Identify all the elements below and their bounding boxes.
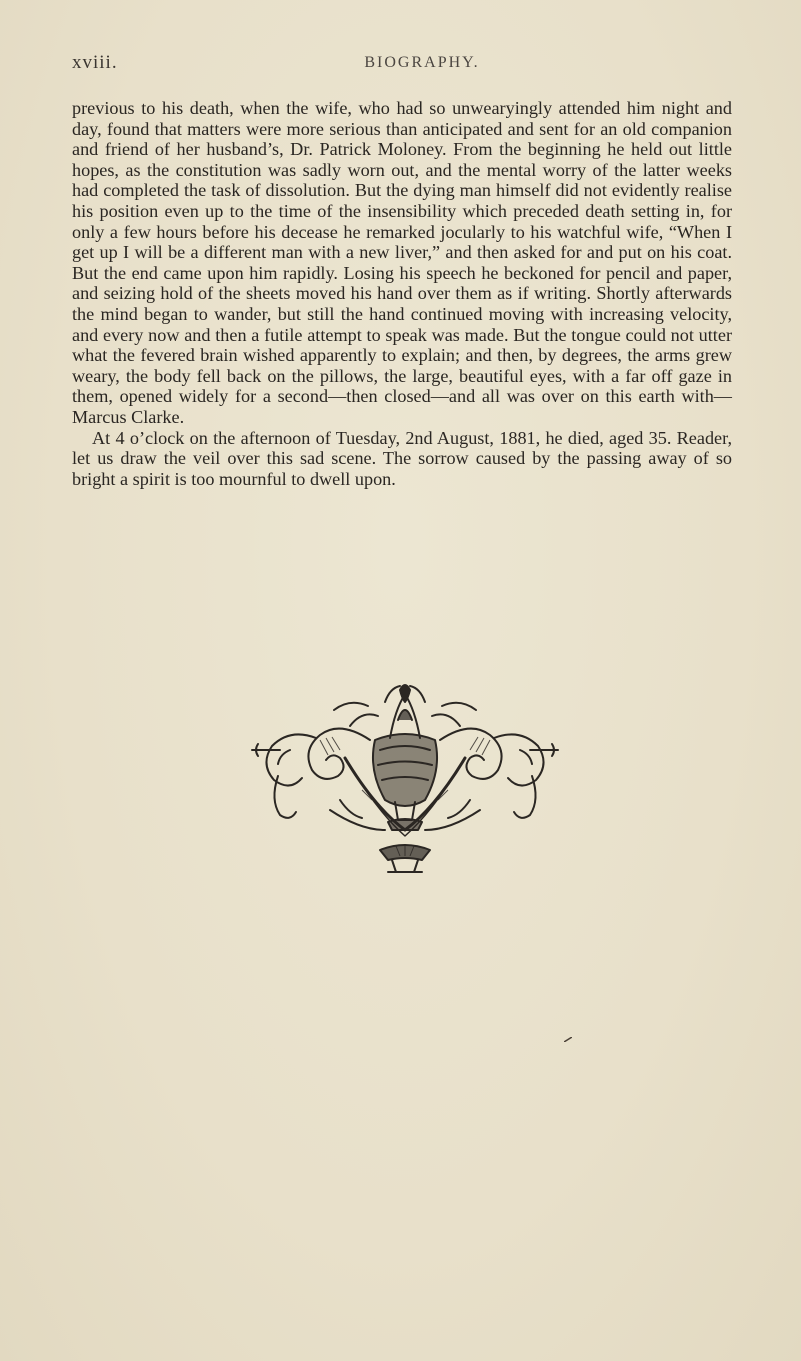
running-head: BIOGRAPHY. — [364, 54, 480, 71]
page-header — [72, 52, 732, 82]
page-number: xviii. — [72, 52, 118, 73]
paper-speck — [564, 1037, 572, 1042]
body-text — [72, 98, 732, 489]
paragraph-1: previous to his death, when the wife, who had so unwearyingly attended him night and day, found that matters were more serious than anticipated and sent for an old companion and friend of her husband’s, Dr. Patrick Moloney. From the beginning he held out little hopes, as the constitution was sadly worn out, and the mental worry of the latter weeks had completed the task of dissolution. But the dying man himself did not evidently realise his position even up to the time of the insensibility which preceded death setting in, for only a few hours before his decease he remarked jocularly to his watchful wife, “When I get up I will be a different man with a new liver,” and then asked for and put on his coat. But the end came upon him rapidly. Losing his speech he beckoned for pencil and paper, and seizing hold of the sheets moved his hand over them as if writing. Shortly afterwards the mind began to wander, but still the hand continued moving with increasing velocity, and every now and then a futile attempt to speak was made. But the tongue could not utter what the fevered brain wished apparently to explain; and then, by degrees, the arms grew weary, the body fell back on the pillows, the large, beautiful eyes, with a far off gaze in them, opened widely for a second—then closed—and all was over on this earth with—Marcus Clarke. — [72, 98, 732, 427]
paragraph-2: At 4 o’clock on the afternoon of Tuesday, 2nd August, 1881, he died, aged 35. Reader, let us draw the veil over this sad scene. The sorrow caused by the passing away of so bright a spirit is too mournful to dwell upon. — [72, 427, 732, 489]
decorative-urn-tailpiece-icon — [250, 680, 560, 880]
